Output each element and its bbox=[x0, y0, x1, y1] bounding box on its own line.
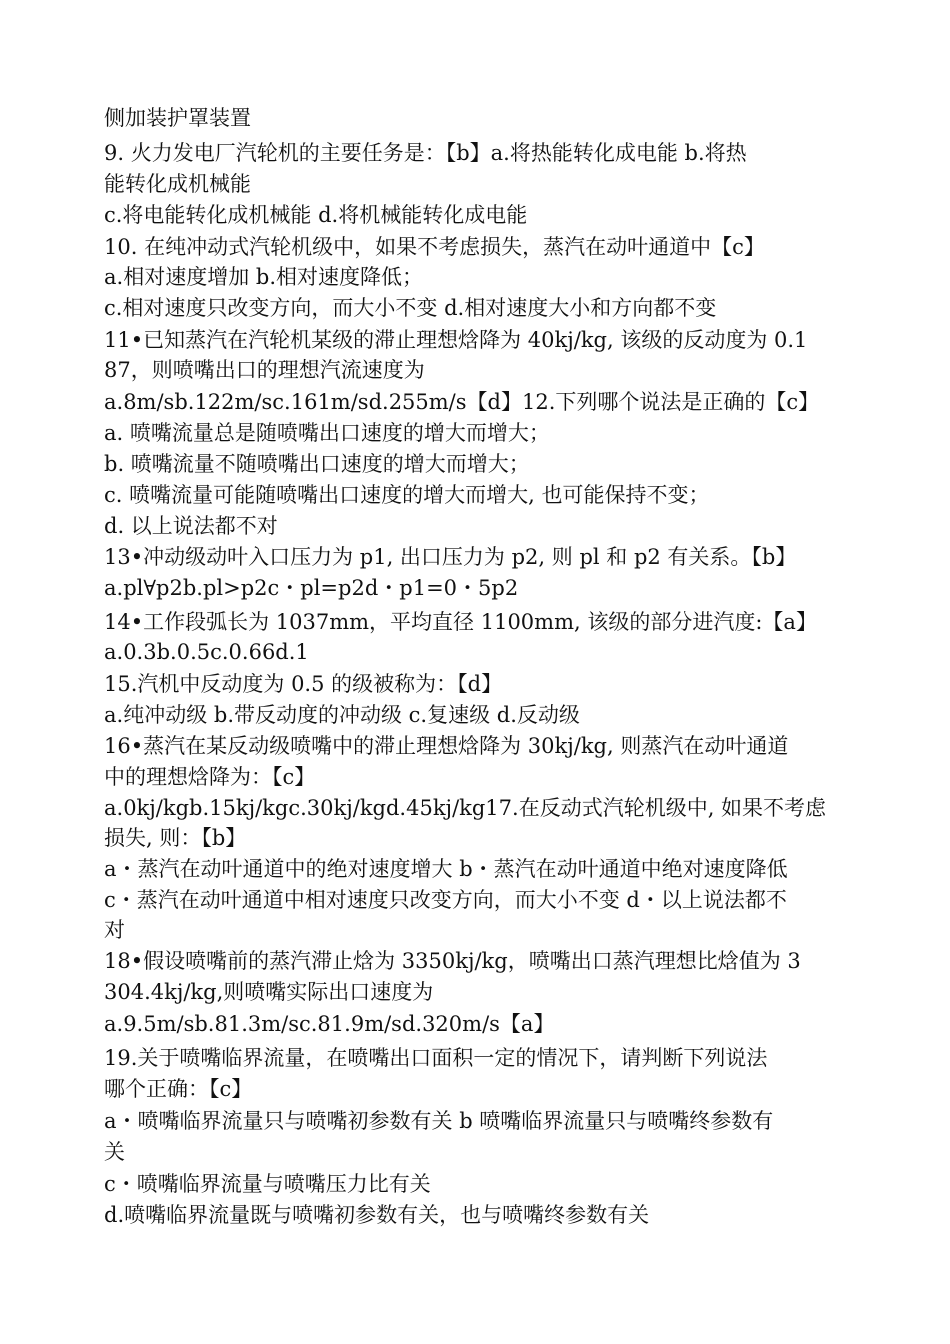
text-line: c.将电能转化成机械能 d.将机械能转化成电能 bbox=[104, 203, 528, 227]
text-line: 19.关于喷嘴临界流量，在喷嘴出口面积一定的情况下，请判断下列说法 bbox=[104, 1046, 768, 1070]
text-line: 14•工作段弧长为 1037mm，平均直径 1100mm, 该级的部分进汽度:【a】 bbox=[104, 610, 817, 634]
text-line: a.9.5m/sb.81.3m/sc.81.9m/sd.320m/s【a】 bbox=[104, 1012, 555, 1036]
text-line: 损失, 则：【b】 bbox=[104, 826, 247, 850]
text-line: b. 喷嘴流量不随喷嘴出口速度的增大而增大； bbox=[104, 452, 530, 476]
text-line: a.纯冲动级 b.带反动度的冲动级 c.复速级 d.反动级 bbox=[104, 703, 580, 727]
text-line: a.8m/sb.122m/sc.161m/sd.255m/s【d】12.下列哪个说法是正确的【c】 bbox=[104, 390, 820, 414]
text-line: c.相对速度只改变方向，而大小不变 d.相对速度大小和方向都不变 bbox=[104, 296, 717, 320]
text-line: 中的理想焓降为：【c】 bbox=[104, 765, 316, 789]
text-line: a.pl∀p2b.pl>p2c・pl=p2d・p1=0・5p2 bbox=[104, 576, 519, 600]
text-line: 关 bbox=[104, 1140, 125, 1164]
text-line: 哪个正确：【c】 bbox=[104, 1077, 253, 1101]
text-line: 11•已知蒸汽在汽轮机某级的滞止理想焓降为 40kj/kg, 该级的反动度为 0.1 bbox=[104, 328, 808, 352]
text-line: 侧加装护罩装置 bbox=[104, 106, 251, 130]
text-line: 304.4kj/kg,则喷嘴实际出口速度为 bbox=[104, 980, 434, 1004]
text-line: 10. 在纯冲动式汽轮机级中，如果不考虑损失，蒸汽在动叶通道中【c】 bbox=[104, 235, 765, 259]
text-line: a.0kj/kgb.15kj/kgc.30kj/kgd.45kj/kg17.在反动式汽轮机级中, 如果不考虑 bbox=[104, 796, 827, 820]
text-line: 能转化成机械能 bbox=[104, 172, 251, 196]
text-line: d. 以上说法都不对 bbox=[104, 514, 278, 538]
text-line: 16•蒸汽在某反动级喷嘴中的滞止理想焓降为 30kj/kg, 则蒸汽在动叶通道 bbox=[104, 734, 789, 758]
text-line: 对 bbox=[104, 918, 125, 942]
text-line: a.相对速度增加 b.相对速度降低； bbox=[104, 265, 423, 289]
text-line: a. 喷嘴流量总是随喷嘴出口速度的增大而增大； bbox=[104, 421, 550, 445]
text-line: c・蒸汽在动叶通道中相对速度只改变方向，而大小不变 d・以上说法都不 bbox=[104, 888, 787, 912]
text-line: 15.汽机中反动度为 0.5 的级被称为：【d】 bbox=[104, 672, 503, 696]
text-line: 13•冲动级动叶入口压力为 p1, 出口压力为 p2, 则 pl 和 p2 有关系。【b】 bbox=[104, 545, 797, 569]
text-line: a.0.3b.0.5c.0.66d.1 bbox=[104, 640, 309, 664]
text-line: d.喷嘴临界流量既与喷嘴初参数有关，也与喷嘴终参数有关 bbox=[104, 1203, 650, 1227]
text-line: a・蒸汽在动叶通道中的绝对速度增大 b・蒸汽在动叶通道中绝对速度降低 bbox=[104, 857, 788, 881]
text-line: a・喷嘴临界流量只与喷嘴初参数有关 b 喷嘴临界流量只与喷嘴终参数有 bbox=[104, 1109, 774, 1133]
text-line: 9. 火力发电厂汽轮机的主要任务是：【b】a.将热能转化成电能 b.将热 bbox=[104, 141, 747, 165]
text-line: c. 喷嘴流量可能随喷嘴出口速度的增大而增大, 也可能保持不变； bbox=[104, 483, 710, 507]
text-line: 18•假设喷嘴前的蒸汽滞止焓为 3350kj/kg，喷嘴出口蒸汽理想比焓值为 3 bbox=[104, 949, 801, 973]
text-line: c・喷嘴临界流量与喷嘴压力比有关 bbox=[104, 1172, 431, 1196]
text-line: 87，则喷嘴出口的理想汽流速度为 bbox=[104, 358, 425, 382]
